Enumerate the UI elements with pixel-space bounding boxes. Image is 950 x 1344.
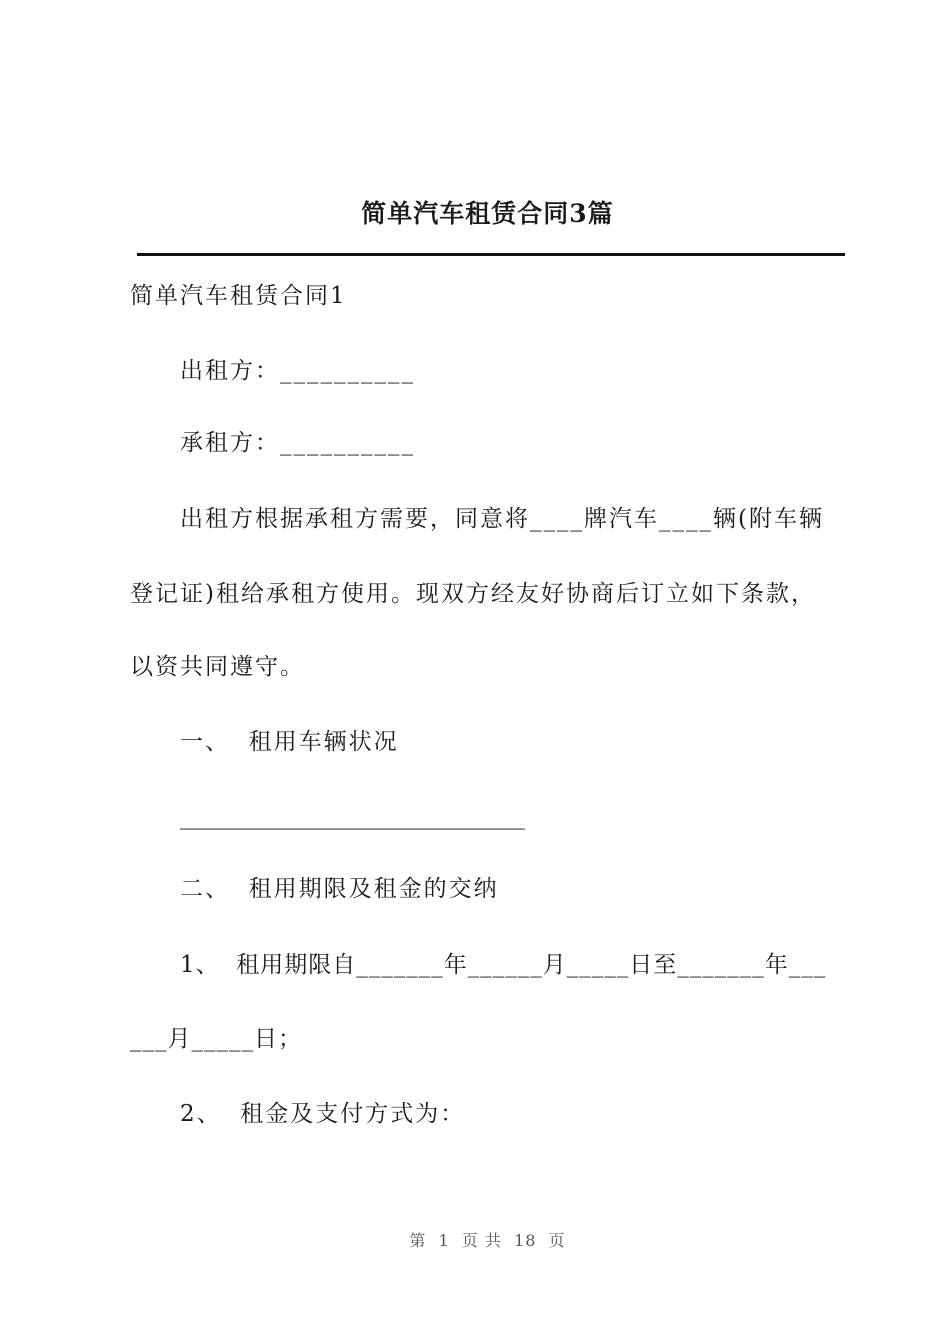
page-title: 简单汽车租赁合同3篇	[361, 199, 614, 228]
lessor-line: 出租方：__________	[180, 358, 415, 384]
item-1-line: ___月_____日；	[130, 1026, 302, 1052]
lessee-line: 承租方：__________	[180, 430, 415, 456]
clause-1-heading: 一、 租用车辆状况	[180, 729, 399, 755]
paragraph-line: 出租方根据承租方需要，同意将____牌汽车____辆(附车辆	[180, 506, 824, 532]
paragraph-line: 登记证)租给承租方使用。现双方经友好协商后订立如下条款，	[130, 581, 816, 607]
item-1-line: 1、 租用期限自_______年______月_____日至_______年___	[180, 952, 827, 978]
page-footer: 第 1 页 共 18 页	[409, 1231, 566, 1250]
title-divider	[137, 253, 845, 256]
clause-2-heading: 二、 租用期限及租金的交纳	[180, 876, 499, 902]
paragraph-line: 以资共同遵守。	[130, 654, 305, 680]
section-heading: 简单汽车租赁合同1	[130, 283, 347, 309]
item-2-line: 2、 租金及支付方式为：	[180, 1101, 466, 1127]
clause-1-blank: ______________________________	[180, 804, 525, 830]
